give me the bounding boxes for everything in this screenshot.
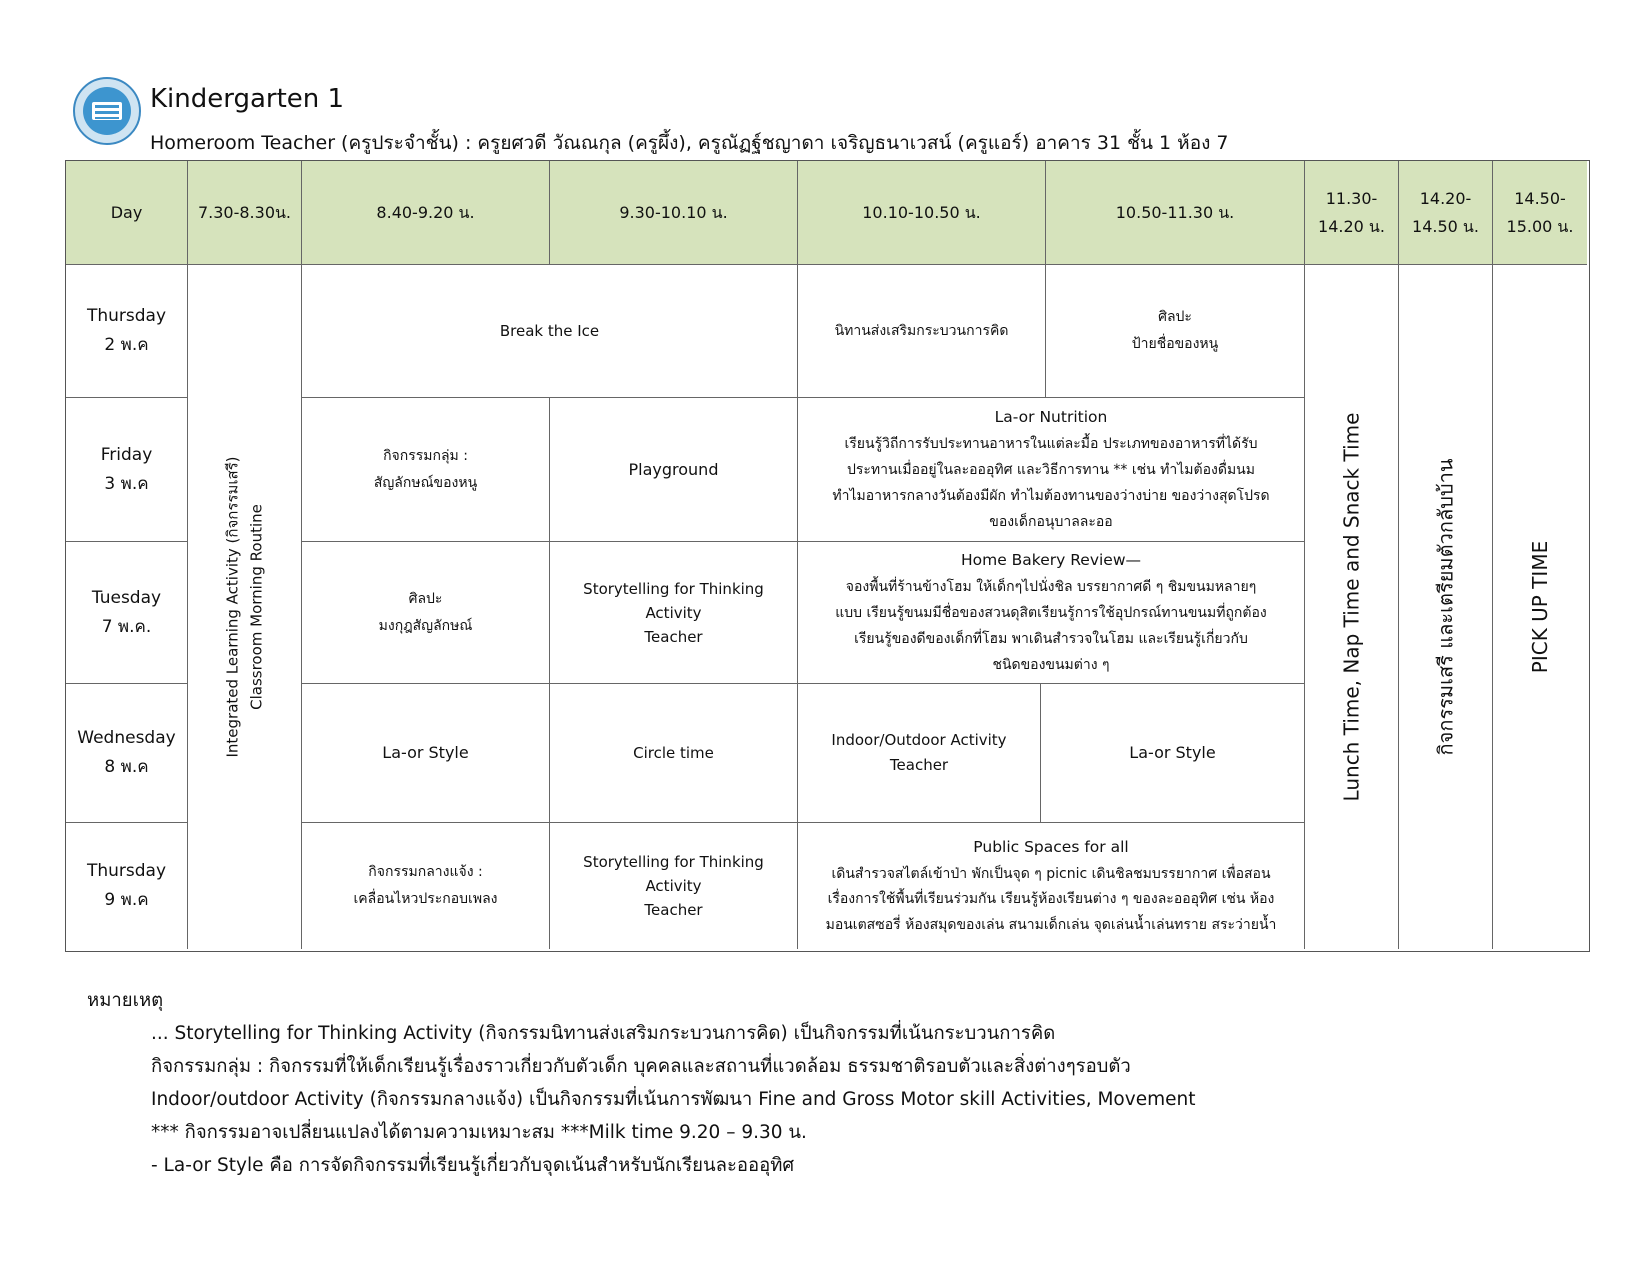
page-header (72, 76, 1592, 156)
schedule-table (65, 160, 1590, 952)
day-cell-3: Tuesday 7 พ.ค. (66, 542, 188, 684)
header-time-3: 9.30-10.10 น. (550, 161, 798, 265)
header-time-2: 8.40-9.20 น. (302, 161, 550, 265)
activity-r1-story: นิทานส่งเสริมกระบวนการคิด (798, 265, 1046, 398)
note-line-3: Indoor/outdoor Activity (กิจกรรมกลางแจ้ง) เป็นกิจกรรมที่เน้นการพัฒนา Fine and Gross Motor skill Activities, Movement (151, 1089, 1196, 1110)
activity-r5-storytelling: Storytelling for Thinking Activity Teacher (550, 823, 798, 949)
pickup-time-cell: PICK UP TIME (1528, 540, 1552, 674)
notes-section (87, 984, 1587, 1182)
day-cell-5: Thursday 9 พ.ค (66, 823, 188, 949)
activity-r2-nutrition: La-or Nutrition เรียนรู้วิถีการรับประทานอาหารในแต่ละมื้อ ประเภทของอาหารที่ได้รับ ประทานเมื่ออยู่ในละอออุทิศ และวิธีการทาน ** เช่น ทำไมต้องดื่มนม ทำไมอาหารกลางวันต้องมีผัก ทำไมต้องทานของว่างบ่าย ของว่างสุดโปรด ของเด็กอนุบาลละออ (798, 398, 1305, 542)
header-time-7: 14.20- 14.50 น. (1399, 161, 1493, 265)
header-time-1: 7.30-8.30น. (188, 161, 302, 265)
day-cell-4: Wednesday 8 พ.ค (66, 684, 188, 823)
activity-r4-la-or-style-2: La-or Style (1129, 743, 1216, 763)
activity-r1-art: ศิลปะ ป้ายชื่อของหนู (1046, 265, 1305, 398)
morning-routine-cell: Integrated Learning Activity (กิจกรรมเสรี) Classroom Morning Routine (188, 265, 302, 949)
activity-r5-public-spaces: Public Spaces for all เดินสำรวจสไตล์เข้าป่า พักเป็นจุด ๆ picnic เดินชิลชมบรรยากาศ เพื่อสอน เรื่องการใช้พื้นที่เรียนร่วมกัน เรียนรู้ห้องเรียนต่าง ๆ ของละอออุทิศ เช่น ห้อง มอนเตสซอรี่ ห้องสมุดของเล่น สนามเด็กเล่น จุดเล่นน้ำเล่นทราย สระว่ายน้ำ (798, 823, 1305, 949)
note-line-4: *** กิจกรรมอาจเปลี่ยนแปลงได้ตามความเหมาะสม ***Milk time 9.20 – 9.30 น. (151, 1122, 807, 1143)
activity-r4-circle-time: Circle time (550, 684, 798, 823)
activity-r1-break-the-ice: Break the Ice (302, 265, 798, 398)
header-day: Day (66, 161, 188, 265)
header-time-4: 10.10-10.50 น. (798, 161, 1046, 265)
free-play-cell: กิจกรรมเสรี และเตรียมตัวกลับบ้าน (1399, 265, 1493, 949)
activity-r4-la-or-style: La-or Style (302, 684, 550, 823)
note-line-2: กิจกรรมกลุ่ม : กิจกรรมที่ให้เด็กเรียนรู้เรื่องราวเกี่ยวกับตัวเด็ก บุคคลและสถานที่แวดล้อม ธรรมชาติรอบตัวและสิ่งต่างๆรอบตัว (151, 1056, 1131, 1077)
header-time-8: 14.50- 15.00 น. (1493, 161, 1587, 265)
activity-r3-bakery: Home Bakery Review— จองพื้นที่ร้านข้างโฮม ให้เด็กๆไปนั่งชิล บรรยากาศดี ๆ ชิมขนมหลายๆ แบบ เรียนรู้ขนมมีชื่อของสวนดุสิตเรียนรู้การใช้อุปกรณ์ทานขนมที่ถูกต้อง เรียนรู้ของดีของเด็กที่โฮม พาเดินสำรวจในโฮม และเรียนรู้เกี่ยวกับ ชนิดของขนมต่าง ๆ (798, 542, 1305, 684)
activity-r5-outdoor: กิจกรรมกลางแจ้ง : เคลื่อนไหวประกอบเพลง (302, 823, 550, 949)
note-line-1: ... Storytelling for Thinking Activity (กิจกรรมนิทานส่งเสริมกระบวนการคิด) เป็นกิจกรรมที่เน้นกระบวนการคิด (151, 1023, 1056, 1044)
note-line-5: - La-or Style คือ การจัดกิจกรรมที่เรียนรู้เกี่ยวกับจุดเน้นสำหรับนักเรียนละอออุทิศ (151, 1155, 795, 1176)
activity-r4-split (798, 684, 1305, 823)
school-logo (72, 76, 142, 146)
activity-r2-playground: Playground (550, 398, 798, 542)
activity-r4-indoor-outdoor: Indoor/Outdoor Activity Teacher (831, 730, 1007, 774)
activity-r3-art: ศิลปะ มงกุฎสัญลักษณ์ (302, 542, 550, 684)
day-cell-1: Thursday 2 พ.ค (66, 265, 188, 398)
activity-r3-storytelling: Storytelling for Thinking Activity Teacher (550, 542, 798, 684)
lunch-nap-cell: Lunch Time, Nap Time and Snack Time (1305, 265, 1399, 949)
activity-r2-group: กิจกรรมกลุ่ม : สัญลักษณ์ของหนู (302, 398, 550, 542)
day-cell-2: Friday 3 พ.ค (66, 398, 188, 542)
page-title: Kindergarten 1 (150, 84, 345, 114)
header-time-5: 10.50-11.30 น. (1046, 161, 1305, 265)
homeroom-teacher-line: Homeroom Teacher (ครูประจำชั้น) : ครูยศวดี วัณณกุล (ครูผึ้ง), ครูณัฏฐ์ชญาดา เจริญธนาเวสน์ (ครูแอร์) อาคาร 31 ชั้น 1 ห้อง 7 (150, 132, 1229, 154)
header-time-6: 11.30- 14.20 น. (1305, 161, 1399, 265)
notes-heading: หมายเหตุ (87, 990, 164, 1011)
